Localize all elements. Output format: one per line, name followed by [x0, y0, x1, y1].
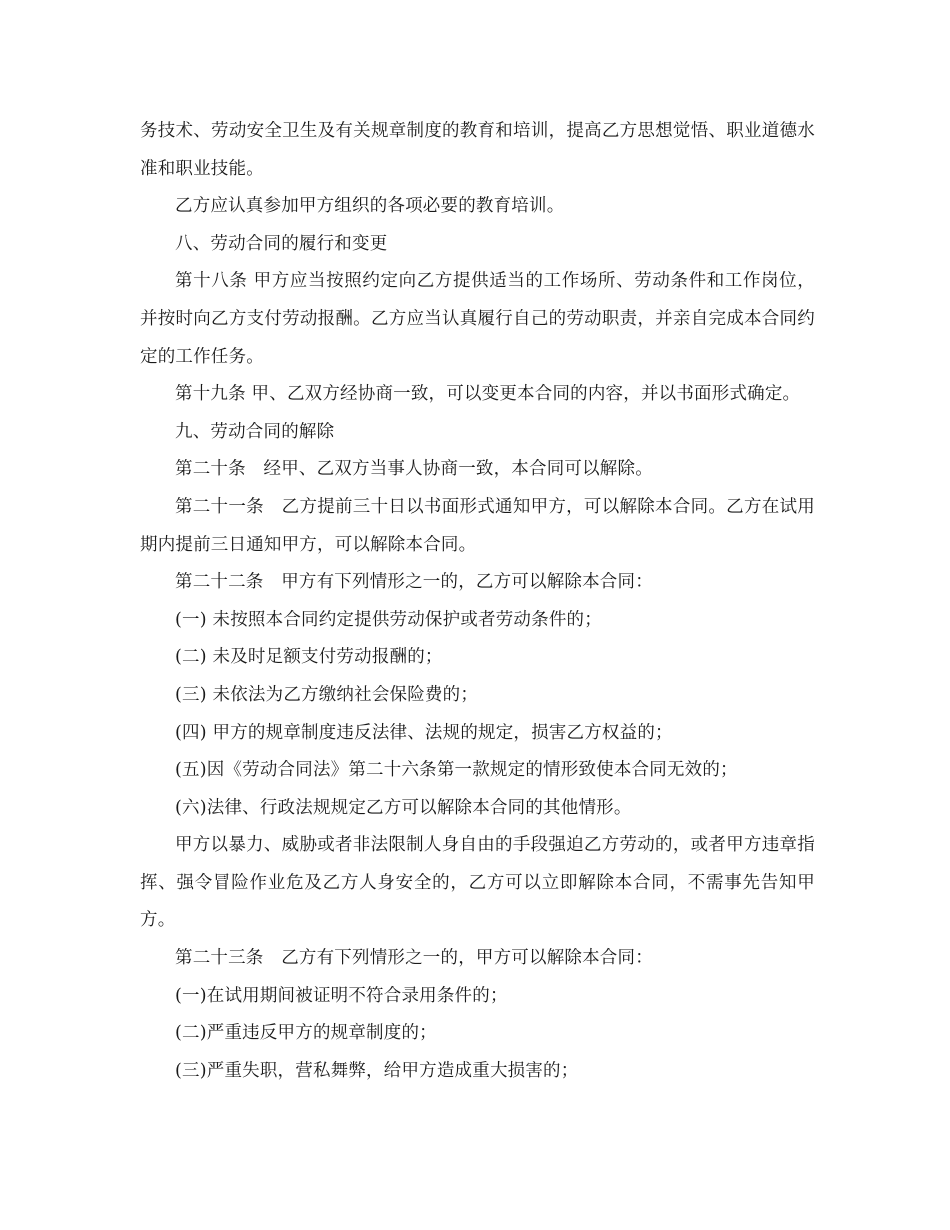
article-22-item-6: (六)法律、行政法规规定乙方可以解除本合同的其他情形。	[175, 797, 632, 818]
section-heading-termination: 九、劳动合同的解除	[175, 421, 335, 442]
article-21: 第二十一条 乙方提前三十日以书面形式通知甲方，可以解除本合同。乙方在试用期内提前三日通知甲方，可以解除本合同。	[140, 496, 815, 555]
article-23-item-3: (三)严重失职，营私舞弊，给甲方造成重大损害的；	[175, 1060, 579, 1081]
article-23-item-1: (一)在试用期间被证明不符合录用条件的；	[175, 985, 508, 1006]
article-22: 第二十二条 甲方有下列情形之一的，乙方可以解除本合同：	[175, 572, 653, 593]
article-22-item-3: (三) 未依法为乙方缴纳社会保险费的；	[175, 684, 479, 705]
article-22-item-5: (五)因《劳动合同法》第二十六条第一款规定的情形致使本合同无效的；	[175, 760, 738, 781]
article-20: 第二十条 经甲、乙双方当事人协商一致，本合同可以解除。	[175, 459, 653, 480]
article-23: 第二十三条 乙方有下列情形之一的，甲方可以解除本合同：	[175, 948, 653, 969]
paragraph-immediate-termination: 甲方以暴力、威胁或者非法限制人身自由的手段强迫乙方劳动的，或者甲方违章指挥、强令冒险作业危及乙方人身安全的，乙方可以立即解除本合同，不需事先告知甲方。	[140, 835, 815, 931]
paragraph-continued-training: 务技术、劳动安全卫生及有关规章制度的教育和培训，提高乙方思想觉悟、职业道德水准和职业技能。	[140, 121, 815, 179]
article-22-item-1: (一) 未按照本合同约定提供劳动保护或者劳动条件的；	[175, 609, 602, 630]
paragraph-training-participation: 乙方应认真参加甲方组织的各项必要的教育培训。	[175, 196, 565, 217]
article-18: 第十八条 甲方应当按照约定向乙方提供适当的工作场所、劳动条件和工作岗位，并按时向乙方支付劳动报酬。乙方应当认真履行自己的劳动职责，并亲自完成本合同约定的工作任务。	[140, 271, 815, 367]
section-heading-performance-change: 八、劳动合同的履行和变更	[175, 233, 388, 254]
article-23-item-2: (二)严重违反甲方的规章制度的；	[175, 1023, 437, 1044]
article-22-item-4: (四) 甲方的规章制度违反法律、法规的规定，损害乙方权益的；	[175, 722, 673, 743]
article-22-item-2: (二) 未及时足额支付劳动报酬的；	[175, 647, 443, 668]
article-19: 第十九条 甲、乙双方经协商一致，可以变更本合同的内容，并以书面形式确定。	[175, 384, 801, 405]
document-body	[140, 113, 815, 1090]
